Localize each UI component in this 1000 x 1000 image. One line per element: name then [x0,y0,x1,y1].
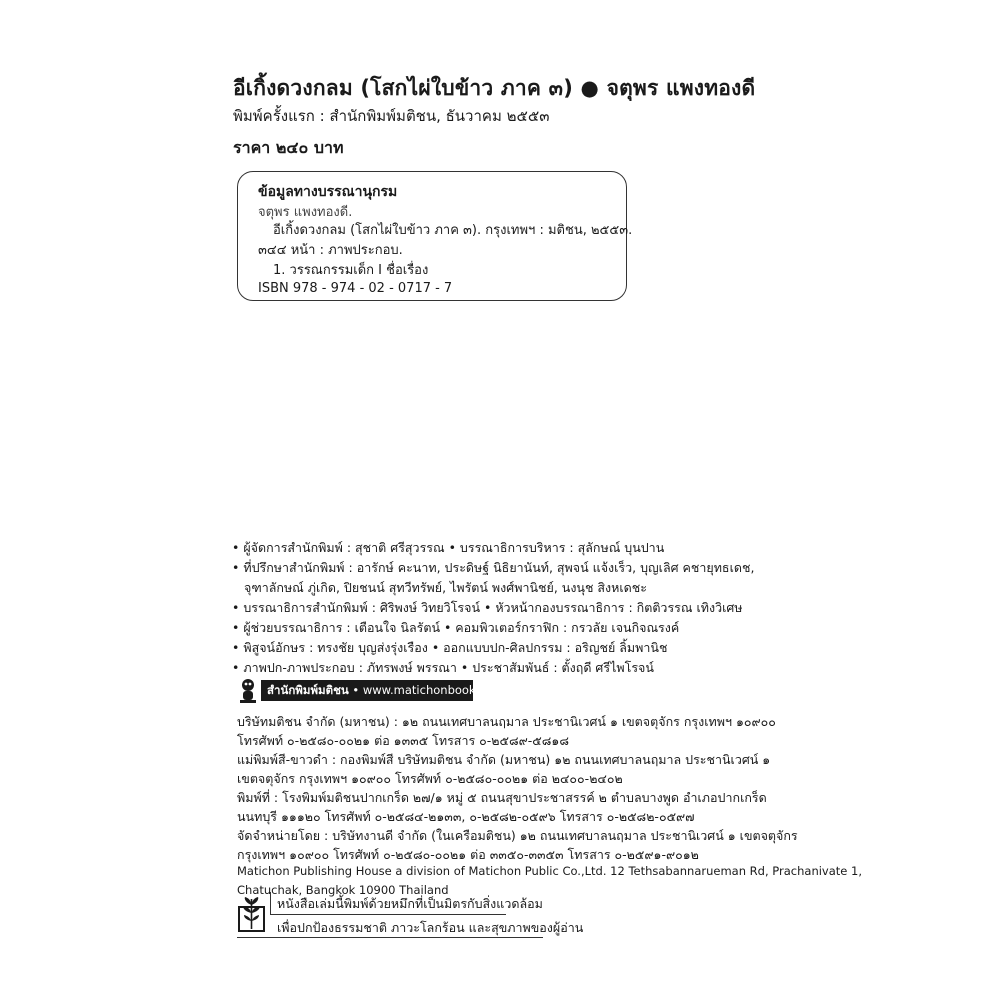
cataloging-author: จตุพร แพงทองดี. [258,205,353,220]
staff-line: • บรรณาธิการสำนักพิมพ์ : ศิริพงษ์ วิทยวิโรจน์ • หัวหน้ากองบรรณาธิการ : กิตติวรรณ เทิงวิเศษ [232,600,743,615]
publisher-line: จัดจำหน่ายโดย : บริษัทงานดี จำกัด (ในเครือมติชน) ๑๒ ถนนเทศบาลนฤมาล ประชานิเวศน์ ๑ เขตจตุจักร [237,828,798,843]
publisher-line-english: Chatuchak, Bangkok 10900 Thailand [237,883,449,897]
publisher-line: บริษัทมติชน จำกัด (มหาชน) : ๑๒ ถนนเทศบาลนฤมาล ประชานิเวศน์ ๑ เขตจตุจักร กรุงเทพฯ ๑๐๙๐๐ [237,714,776,729]
eco-note-line: หนังสือเล่มนี้พิมพ์ด้วยหมึกที่เป็นมิตรกับสิ่งแวดล้อม [277,896,543,911]
staff-line: • ที่ปรึกษาสำนักพิมพ์ : อารักษ์ คะนาท, ประดิษฐ์ นิธิยานันท์, สุพจน์ แจ้งเร็ว, บุญเลิศ คชายุทธเดช, [232,560,755,575]
staff-line: • พิสูจน์อักษร : ทรงชัย บุญส่งรุ่งเรือง • ออกแบบปก-ศิลปกรรม : อริญชย์ ลิ้มพานิช [232,640,668,655]
staff-line: • ภาพปก-ภาพประกอบ : ภัทรพงษ์ พรรณา • ประชาสัมพันธ์ : ตั้งฤดี ศรีไพโรจน์ [232,660,654,675]
cataloging-title: อีเกิ้งดวงกลม (โสกไผ่ใบข้าว ภาค ๓). กรุงเทพฯ : มติชน, ๒๕๕๓. [273,223,633,238]
staff-line: • ผู้ช่วยบรรณาธิการ : เตือนใจ นิลรัตน์ • คอมพิวเตอร์กราฟิก : กรวลัย เจนกิจณรงค์ [232,620,680,635]
cataloging-pages: ๓๔๔ หน้า : ภาพประกอบ. [258,243,403,258]
isbn-number: ISBN 978 - 974 - 02 - 0717 - 7 [258,281,453,296]
publisher-line: โทรศัพท์ ๐-๒๕๘๐-๐๐๒๑ ต่อ ๑๓๓๕ โทรสาร ๐-๒๕๘๙-๕๘๑๘ [237,733,569,748]
staff-line: จุฑาลักษณ์ ภู่เกิด, ปิยชนน์ สุทวีทรัพย์, ไพรัตน์ พงศ์พานิชย์, นงนุช สิงหเดชะ [244,580,647,595]
publisher-line: พิมพ์ที่ : โรงพิมพ์มติชนปากเกร็ด ๒๗/๑ หมู่ ๕ ถนนสุขาประชาสรรค์ ๒ ตำบลบางพูด อำเภอปากเกร็ด [237,790,767,805]
cataloging-heading: ข้อมูลทางบรรณานุกรม [258,184,398,200]
eco-divider [237,937,543,938]
eco-divider [270,914,506,915]
publisher-brand: สำนักพิมพ์มติชน [267,683,349,697]
publisher-banner [261,680,504,701]
eco-book-leaf-icon [238,893,266,933]
publisher-line: กรุงเทพฯ ๑๐๙๐๐ โทรศัพท์ ๐-๒๕๘๐-๐๐๒๑ ต่อ ๓๓๕๐-๓๓๕๓ โทรสาร ๐-๒๕๙๑-๙๐๑๒ [237,847,699,862]
first-print-info: พิมพ์ครั้งแรก : สำนักพิมพ์มติชน, ธันวาคม ๒๕๕๓ [233,107,550,125]
cataloging-subject: 1. วรรณกรรมเด็ก I ชื่อเรื่อง [273,263,429,278]
publisher-line: แม่พิมพ์สี-ขาวดำ : กองพิมพ์สี บริษัทมติชน จำกัด (มหาชน) ๑๒ ถนนเทศบาลนฤมาล ประชานิเวศน์ ๑ [237,752,771,767]
publisher-mascot-icon [237,678,259,704]
publisher-line: เขตจตุจักร กรุงเทพฯ ๑๐๙๐๐ โทรศัพท์ ๐-๒๕๘๐-๐๐๒๑ ต่อ ๒๔๐๐-๒๔๐๒ [237,771,623,786]
publisher-line-english: Matichon Publishing House a division of Matichon Public Co.,Ltd. 12 Tethsabannarueman Rd, Prachanivate 1, [237,864,862,878]
eco-divider-vertical [270,892,271,914]
price-label: ราคา ๒๔๐ บาท [233,138,344,157]
publisher-line: นนทบุรี ๑๑๑๒๐ โทรศัพท์ ๐-๒๕๘๔-๒๑๓๓, ๐-๒๕๘๒-๐๕๙๖ โทรสาร ๐-๒๕๘๒-๐๕๙๗ [237,809,695,824]
publisher-website: • www.matichonbook.com [348,683,504,697]
staff-line: • ผู้จัดการสำนักพิมพ์ : สุชาติ ศรีสุวรรณ • บรรณาธิการบริหาร : สุลักษณ์ บุนปาน [232,540,665,555]
eco-note-line: เพื่อปกป้องธรรมชาติ ภาวะโลกร้อน และสุขภาพของผู้อ่าน [277,920,584,935]
book-title-line: อีเกิ้งดวงกลม (โสกไผ่ใบข้าว ภาค ๓) ● จตุพร แพงทองดี [233,76,756,100]
